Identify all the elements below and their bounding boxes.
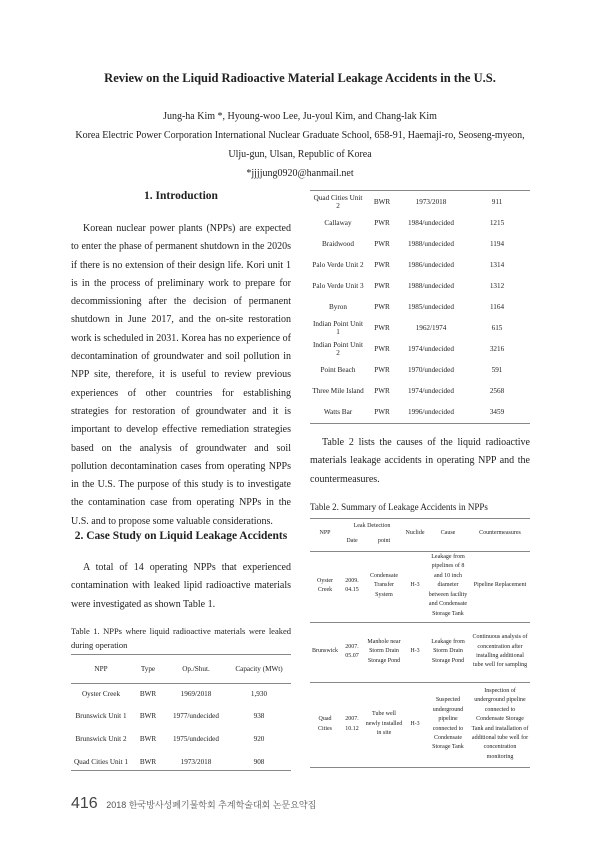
table-cell: Leakage from pipelines of 8 and 10 inch diameter between facility and Condensate Storage Tank [428, 554, 468, 617]
table-1-bottom-rule [71, 770, 291, 771]
table-row [310, 359, 530, 380]
table-cell: BWR [139, 711, 157, 720]
table-row [310, 317, 530, 338]
introduction-paragraph: Korean nuclear power plants (NPPs) are expected to enter the phase of permanent shutdown in the 2020s if there is no extension of their design life. Kori unit 1 is in the process of preliminary work to prepare for decommissioning after the decision of permanent shutdown in June 2017, and the on-site restoration work is scheduled in 2031. Korea has no experience of decontamination of groundwater and soil pollution in NPP site, therefore, it is useful to review previous experiences of other countries for establishing strategies for restoration of groundwater and it is important to develop effective remediation strategies based on the analysis of groundwater and soil pollution decontamination cases from operating NPPs in the U.S. The purpose of this study is to investigate the contamination case from operating NPPs in the U.S. and to propose some valuable considerations. [71, 223, 291, 527]
table-cell: PWR [374, 365, 390, 374]
table-cell: 1973/2018 [415, 197, 447, 206]
table-cell: 1970/undecided [408, 365, 454, 374]
table-cell: 2009. 04.15 [345, 577, 359, 593]
table-1-header-cell: Type [140, 665, 156, 673]
author-email: *jjjjung0920@hanmail.net [246, 168, 354, 179]
table-cell: 1974/undecided [408, 344, 454, 353]
table-cell: H-3 [410, 648, 420, 655]
table-cell: Suspected underground pipeline connected to Condensate Storage Tank [432, 697, 464, 751]
section-heading-case-study: 2. Case Study on Liquid Leakage Accidents [74, 530, 288, 542]
table-cell: 1988/undecided [408, 281, 454, 290]
table-cell: 911 [491, 197, 503, 206]
table-row [310, 275, 530, 296]
paper-title: Review on the Liquid Radioactive Material Leakage Accidents in the U.S. [104, 71, 496, 85]
table-cell: Oyster Creek [81, 690, 121, 698]
table-2-caption: Table 2. Summary of Leakage Accidents in NPPs [310, 502, 488, 512]
table-cell: PWR [374, 302, 390, 311]
table-cell: 1312 [489, 281, 505, 290]
table-2-header-cell: point [377, 537, 391, 544]
case-study-paragraph: A total of 14 operating NPPs that experienced contamination with leaked lipid radioactive materials were investigated as shown Table 1. [71, 562, 291, 610]
table-row [71, 704, 291, 727]
table-cell: PWR [374, 218, 390, 227]
table-cell: Byron [329, 302, 347, 311]
table-1-top-rule [71, 654, 291, 655]
table-row [71, 727, 291, 750]
table-2-header-cell: Date [346, 537, 358, 544]
table-cell: BWR [139, 734, 157, 743]
page-number: 416 [71, 795, 98, 812]
table-cell: H-3 [410, 720, 420, 727]
table-cell: Point Beach [320, 365, 356, 374]
table-row [310, 380, 530, 401]
table-cell: 1962/1974 [415, 323, 447, 332]
table-cell: 1974/undecided [408, 386, 454, 395]
table-2-header-row-1 [310, 519, 530, 534]
table-cell: PWR [374, 281, 390, 290]
table-1-body [71, 684, 291, 773]
table-cell: PWR [374, 386, 390, 395]
table-cell: 1975/undecided [173, 734, 219, 743]
table-cell: 1969/2018 [180, 690, 212, 698]
affiliation-line-1: Korea Electric Power Corporation International Nuclear Graduate School, 658-91, Haemaji-ro, Seoseng-myeon, [75, 130, 525, 141]
table-cell: Indian Point Unit 1 [313, 319, 363, 336]
table-row [310, 623, 530, 681]
table-cell: Indian Point Unit 2 [313, 340, 363, 357]
table-cell: Quad Cities Unit 2 [313, 193, 363, 210]
table-cell: Brunswick [312, 648, 338, 655]
table-cell: BWR [139, 690, 157, 698]
page-footer [71, 795, 316, 813]
table-row [310, 683, 530, 766]
table-2-body-3 [310, 683, 530, 766]
table-2-header-cell: Leak Detection [353, 522, 391, 529]
table-cell: 908 [253, 757, 265, 766]
table-2-header-cell: Nuclide [405, 530, 425, 537]
table-cell: 1996/undecided [408, 407, 454, 416]
table-cell: 1215 [489, 218, 505, 227]
footer-text: 2018 한국방사성폐기물학회 추계학술대회 논문요약집 [106, 800, 317, 810]
table-2-body [310, 552, 530, 620]
table-1 [71, 656, 291, 682]
table-cell: Braidwood [322, 239, 354, 248]
table-cell: Callaway [324, 218, 352, 227]
table-2-bottom-rule [310, 767, 530, 768]
table-1-header-row [71, 656, 291, 682]
table-cell: 920 [253, 734, 265, 743]
table-cell: Manhole near Storm Drain Storage Pond [367, 638, 401, 664]
table-row [310, 552, 530, 620]
table-cell: 1986/undecided [408, 260, 454, 269]
table-cell: Quad Cities Unit 1 [73, 757, 129, 766]
table-cell: Palo Verde Unit 2 [312, 260, 364, 269]
table-cell: PWR [374, 407, 390, 416]
section-heading-introduction: 1. Introduction [144, 190, 218, 202]
table-cell: 615 [491, 323, 503, 332]
table-1-header-cell: Op./Shut. [182, 665, 210, 673]
table-cell: Quad Cities [317, 716, 332, 732]
table-2-header-cell: Countermeasures [479, 530, 521, 537]
table-row [310, 296, 530, 317]
table-cell: 1314 [489, 260, 505, 269]
table-cell: 1164 [489, 302, 505, 311]
table-row [71, 684, 291, 704]
table-1-header-cell: Capacity (MWt) [235, 665, 283, 673]
table-cell: Watts Bar [323, 407, 353, 416]
table-2 [310, 519, 530, 549]
affiliation-line-2: Ulju-gun, Ulsan, Republic of Korea [228, 149, 372, 160]
table-cell: BWR [139, 757, 157, 766]
table-cell: 938 [253, 711, 265, 720]
table-cell: Continuous analysis of concentration after installing additional tube well for sampling [472, 634, 528, 669]
table-cell: Tube well newly installed in site [365, 711, 403, 737]
table-cell: Oyster Creek [317, 577, 333, 593]
table-row [310, 254, 530, 275]
table-cell: Palo Verde Unit 3 [312, 281, 364, 290]
table-cell: PWR [374, 323, 390, 332]
table-row [310, 401, 530, 422]
table-1-caption: Table 1. NPPs where liquid radioactive materials were leaked during operation [71, 626, 291, 650]
author-block [60, 107, 540, 183]
table-cell: 2568 [489, 386, 505, 395]
table-cell: Brunswick Unit 1 [75, 711, 127, 720]
table-2-body-2 [310, 623, 530, 681]
table-cell: 3216 [489, 344, 505, 353]
table-cell: PWR [374, 239, 390, 248]
table-cell: Condensate Transfer System [370, 572, 398, 598]
table-cell: Inspection of underground pipeline connected to Condensate Storage Tank and installation of additional tube well for concentration monitoring [471, 687, 529, 760]
table-cell: BWR [373, 197, 391, 206]
table-cell: 2007. 05.07 [345, 643, 359, 659]
table-1-header-cell: NPP [94, 665, 108, 673]
table-2-intro-paragraph: Table 2 lists the causes of the liquid radioactive materials leakage accidents in operating NPP and the countermeasures. [310, 437, 530, 485]
table-cell: PWR [374, 344, 390, 353]
table-cell: 2007. 10.12 [345, 716, 359, 732]
table-row [310, 233, 530, 254]
table-cell: 1,930 [250, 690, 268, 698]
table-cell: 1977/undecided [173, 711, 219, 720]
table-2-header-cell: Cause [440, 530, 456, 537]
table-cell: PWR [374, 260, 390, 269]
table-2-header-cell: NPP [319, 530, 331, 537]
table-1-cont-bottom-rule [310, 423, 530, 424]
table-cell: 1984/undecided [408, 218, 454, 227]
table-cell: 1973/2018 [180, 757, 212, 766]
table-cell: Brunswick Unit 2 [75, 734, 127, 743]
table-row [310, 212, 530, 233]
table-cell: Three Mile Island [312, 386, 364, 395]
table-cell: Pipeline Replacement [473, 582, 527, 589]
table-row [310, 191, 530, 212]
table-row [310, 338, 530, 359]
table-cell: 1985/undecided [408, 302, 454, 311]
table-cell: H-3 [410, 582, 420, 589]
table-1-continued [310, 191, 530, 422]
table-cell: 1988/undecided [408, 239, 454, 248]
authors: Jung-ha Kim *, Hyoung-woo Lee, Ju-youl Kim, and Chang-lak Kim [163, 111, 437, 122]
table-cell: 3459 [489, 407, 505, 416]
table-cell: 1194 [489, 239, 505, 248]
table-cell: Leakage from Storm Drain Storage Pond [431, 638, 465, 664]
table-cell: 591 [491, 365, 503, 374]
